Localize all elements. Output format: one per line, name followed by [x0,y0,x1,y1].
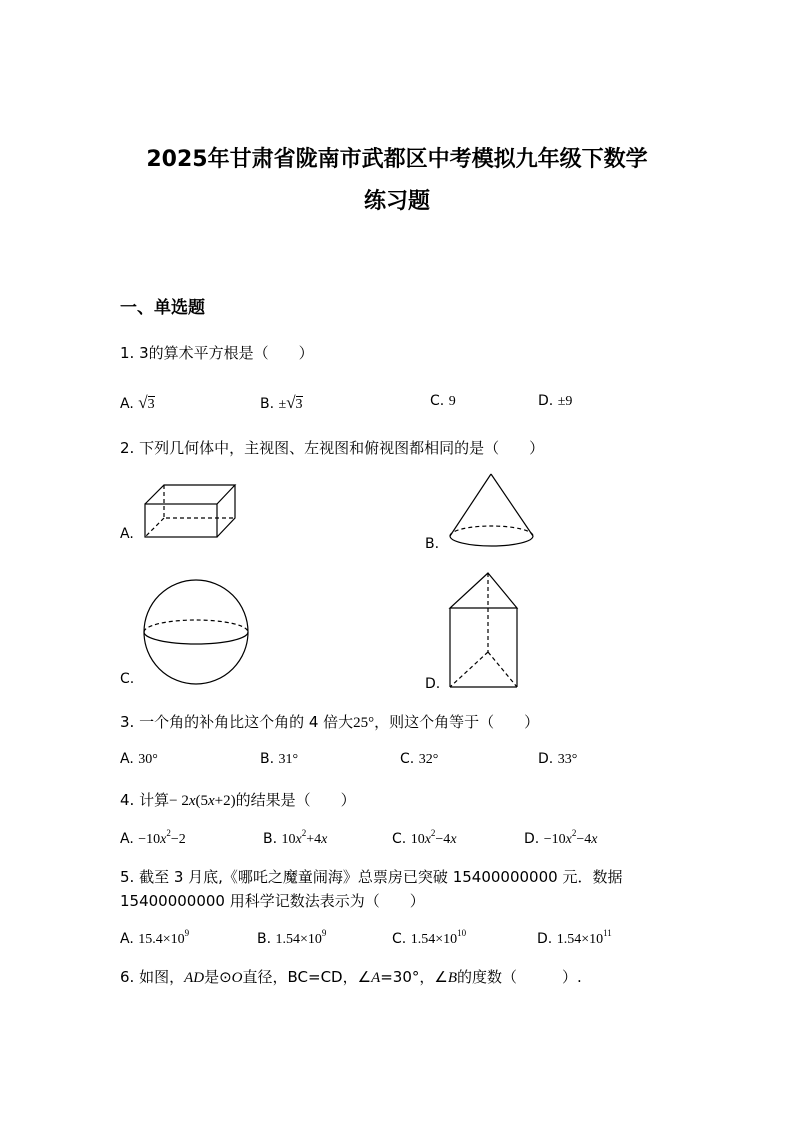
q4-stem-tail: 的结果是（ ） [235,791,356,809]
q3-option-a-value: 30° [138,752,158,767]
q3-option-b [260,751,298,768]
c-x: x [424,832,431,847]
a-rest: −2 [170,832,186,847]
q3-option-a-label: A. [120,751,134,767]
section-heading: 一、单选题 [120,298,205,318]
d-x2: x [591,832,598,847]
q6-a: A [371,970,381,986]
q5-option-b-value [275,928,327,947]
expr-x2: x [207,793,215,809]
q4-option-c-label: C. [392,831,407,847]
q6-mid3: =30°，∠ [380,968,448,986]
question-3-stem [120,711,539,732]
q2-option-a-label: A. [120,526,134,542]
q3-option-d [538,751,577,768]
q3-option-a [120,751,158,768]
b-rest: +4 [306,832,322,847]
q4-option-b-value [281,828,328,847]
q1-option-b-value [278,393,303,412]
b-x: x [295,832,302,847]
q6-o: O [231,970,243,986]
q4-expression [169,793,236,809]
q5-option-c-value [410,928,467,947]
question-4-stem [120,789,356,810]
q2-option-d-label: D. [425,676,441,692]
sqrt-sign: √ [138,393,148,412]
b-exp: 2 [301,828,307,838]
page-title-line2: 练习题 [363,189,430,214]
d-exp: 11 [603,928,612,938]
q1-option-d-value: ±9 [557,394,573,409]
triangular-prism-figure [445,570,523,690]
q2-option-c-label: C. [120,671,135,687]
q5-option-c-label: C. [392,931,407,947]
q6-mid2: 直径，BC=CD，∠ [242,968,372,986]
sqrt-sign: √ [286,393,296,412]
expr-rparen: ) [230,793,236,809]
expr-five: 5 [200,793,208,809]
c-coef: 10 [410,832,425,847]
d-base: 1.54×10 [556,932,604,947]
cone-figure [445,472,540,550]
q5-option-a-label: A. [120,931,134,947]
plus-minus-sign: ± [278,397,287,412]
b-x2: x [321,832,328,847]
q3-option-d-value: 33° [557,752,578,767]
q5-option-d-value [556,928,612,947]
d-rest: −4 [576,832,592,847]
q1-option-d-label: D. [538,393,554,409]
c-x2: x [450,832,457,847]
q4-option-d-value [543,828,598,847]
q4-option-d-label: D. [524,831,540,847]
question-6-stem [120,966,582,987]
q1-b-radicand: 3 [295,397,303,412]
c-rest: −4 [435,832,451,847]
expr-coef: 2 [181,793,189,809]
q5-option-d [537,928,612,948]
q6-num: 6. 如图， [120,968,185,986]
question-2-stem: 2. 下列几何体中，主视图、左视图和俯视图都相同的是（ ） [120,439,545,457]
q1-a-radicand: 3 [147,397,155,412]
d-exp: 2 [571,828,577,838]
q5-option-c [392,928,466,948]
q3-option-c [400,751,438,768]
d-coef: −10 [543,832,566,847]
question-1-stem: 1. 3的算术平方根是（ ） [120,344,314,362]
q1-option-a-label: A. [120,396,134,412]
q3-option-c-value: 32° [418,752,439,767]
q6-mid1: 是⊙ [204,968,232,986]
q4-option-b [263,828,327,848]
q6-ad: AD [184,970,205,986]
q1-option-a-value [138,393,155,412]
q3-stem-angle: 25° [353,715,375,731]
a-base: 15.4×10 [138,932,185,947]
q3-stem-tail: ，则这个角等于（ ） [374,713,540,731]
q1-option-c-label: C. [430,393,445,409]
q4-option-c [392,828,457,848]
q4-option-b-label: B. [263,831,278,847]
c-exp: 2 [430,828,436,838]
sphere-figure [140,576,254,688]
page-title-line1: 2025年甘肃省陇南市武都区中考模拟九年级下数学 [146,147,648,172]
cuboid-figure [140,480,240,542]
q1-option-a [120,393,155,413]
a-coef: −10 [138,832,161,847]
expr-minus: − [169,793,178,809]
q6-end: 的度数（ ）. [457,968,582,986]
question-5-stem-line1: 5. 截至 3 月底,《哪吒之魔童闹海》总票房已突破 15400000000 元．数据 [120,868,623,886]
q2-option-b-label: B. [425,536,440,552]
d-x: x [565,832,572,847]
q4-stem-text: 4. 计算 [120,791,170,809]
a-x: x [160,832,167,847]
expr-lparen: ( [195,793,201,809]
c-exp: 10 [457,928,467,938]
q4-option-a [120,828,186,848]
question-5-stem-line2: 15400000000 用科学记数法表示为（ ） [120,892,425,910]
q4-option-d [524,828,597,848]
q5-option-b-label: B. [257,931,272,947]
expr-plus: + [214,793,224,809]
q3-stem-text: 3. 一个角的补角比这个角的 4 倍大 [120,713,354,731]
q4-option-a-label: A. [120,831,134,847]
q3-option-b-value: 31° [278,752,299,767]
expr-two: 2 [223,793,231,809]
q5-option-a [120,928,189,948]
expr-x: x [188,793,196,809]
q5-option-d-label: D. [537,931,553,947]
q3-option-d-label: D. [538,751,554,767]
q5-option-a-value [138,928,190,947]
a-exp: 2 [166,828,171,838]
q5-option-b [257,928,326,948]
q1-option-b [260,393,303,413]
b-base: 1.54×10 [275,932,322,947]
c-base: 1.54×10 [410,932,458,947]
q3-option-b-label: B. [260,751,275,767]
q6-b: B [447,970,458,986]
b-exp: 9 [321,928,327,938]
q4-option-c-value [410,828,457,847]
q1-option-b-label: B. [260,396,275,412]
q1-option-d [538,393,572,410]
q4-option-a-value [138,828,186,847]
a-exp: 9 [184,928,190,938]
q1-option-c-value: 9 [448,394,456,409]
b-coef: 10 [281,832,296,847]
q1-option-c [430,393,456,410]
q3-option-c-label: C. [400,751,415,767]
